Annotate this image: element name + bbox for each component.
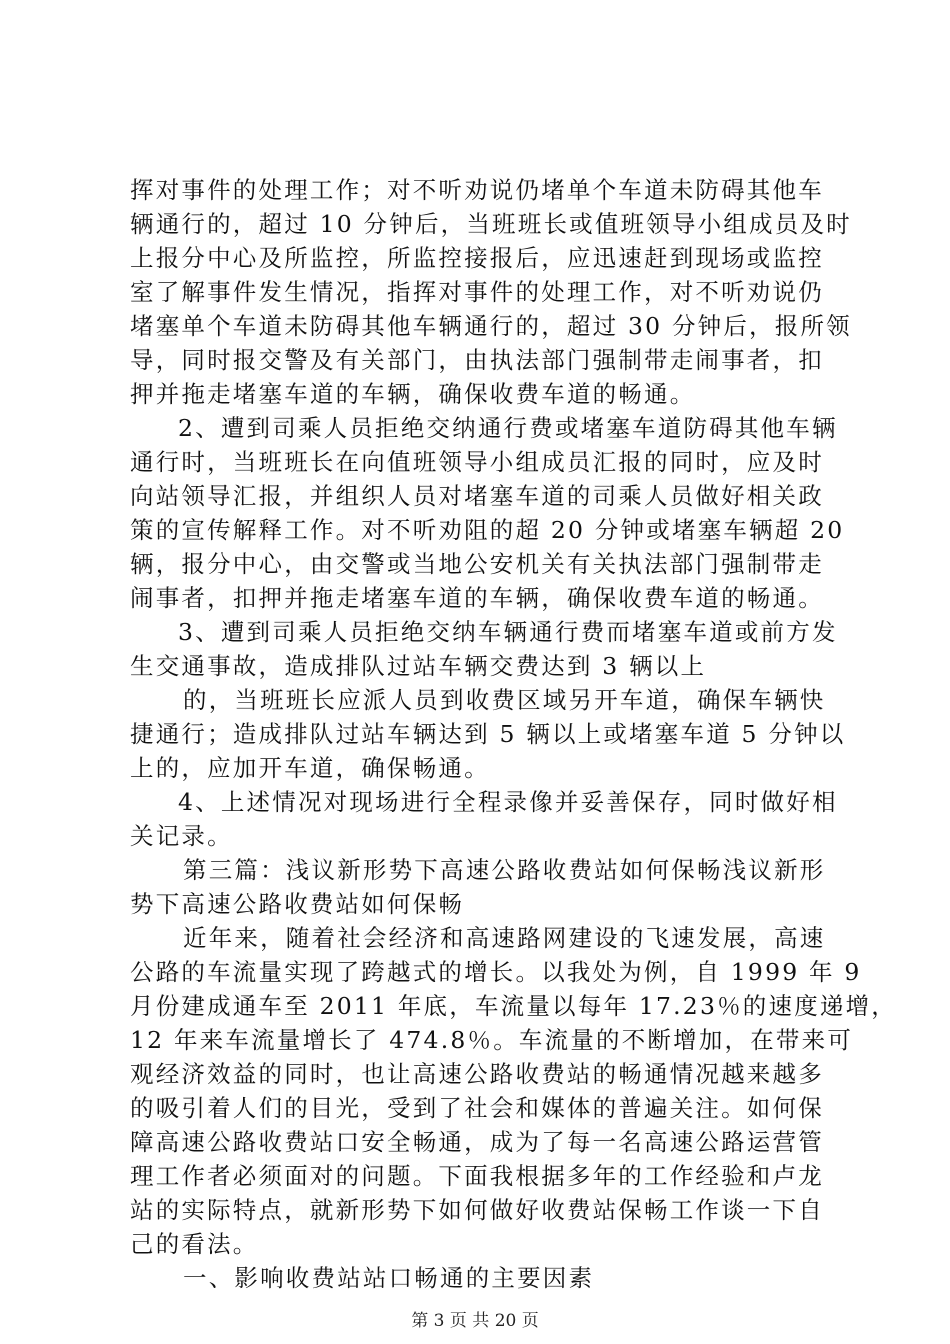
text-line: 2、遭到司乘人员拒绝交纳通行费或堵塞车道防碍其他车辆 <box>178 414 838 442</box>
text-line: 己的看法。 <box>130 1230 259 1258</box>
text-line: 导，同时报交警及有关部门，由执法部门强制带走闹事者，扣 <box>130 346 824 374</box>
text-line: 策的宣传解释工作。对不听劝阻的超 20 分钟或堵塞车辆超 20 <box>130 516 845 544</box>
text-line: 向站领导汇报，并组织人员对堵塞车道的司乘人员做好相关政 <box>130 482 824 510</box>
text-line: 3、遭到司乘人员拒绝交纳车辆通行费而堵塞车道或前方发 <box>178 618 838 646</box>
text-line: 关记录。 <box>130 822 233 850</box>
text-line: 辆，报分中心，由交警或当地公安机关有关执法部门强制带走 <box>130 550 824 578</box>
text-line: 的吸引着人们的目光，受到了社会和媒体的普遍关注。如何保 <box>130 1094 824 1122</box>
text-line: 公路的车流量实现了跨越式的增长。以我处为例，自 1999 年 9 <box>130 958 862 986</box>
text-line: 闹事者，扣押并拖走堵塞车道的车辆，确保收费车道的畅通。 <box>130 584 824 612</box>
text-line: 理工作者必须面对的问题。下面我根据多年的工作经验和卢龙 <box>130 1162 824 1190</box>
text-line: 势下高速公路收费站如何保畅 <box>130 890 465 918</box>
text-line: 上报分中心及所监控，所监控接报后，应迅速赶到现场或监控 <box>130 244 824 272</box>
text-line: 挥对事件的处理工作；对不听劝说仍堵单个车道未防碍其他车 <box>130 176 824 204</box>
page-number-footer: 第 3 页 共 20 页 <box>411 1311 539 1331</box>
text-line: 上的，应加开车道，确保畅通。 <box>130 754 490 782</box>
text-line: 通行时，当班班长在向值班领导小组成员汇报的同时，应及时 <box>130 448 824 476</box>
text-line: 堵塞单个车道未防碍其他车辆通行的，超过 30 分钟后，报所领 <box>130 312 852 340</box>
text-line: 生交通事故，造成排队过站车辆交费达到 3 辆以上 <box>130 652 707 680</box>
text-line: 月份建成通车至 2011 年底，车流量以每年 17.23％的速度递增， <box>130 992 897 1020</box>
text-line: 室了解事件发生情况，指挥对事件的处理工作，对不听劝说仍 <box>130 278 824 306</box>
text-line: 站的实际特点，就新形势下如何做好收费站保畅工作谈一下自 <box>130 1196 824 1224</box>
text-line: 第三篇：浅议新形势下高速公路收费站如何保畅浅议新形 <box>183 856 826 884</box>
section-heading: 一、影响收费站站口畅通的主要因素 <box>183 1264 595 1292</box>
text-line: 4、上述情况对现场进行全程录像并妥善保存，同时做好相 <box>178 788 838 816</box>
text-line: 12 年来车流量增长了 474.8％。车流量的不断增加，在带来可 <box>130 1026 854 1054</box>
text-line: 捷通行；造成排队过站车辆达到 5 辆以上或堵塞车道 5 分钟以 <box>130 720 846 748</box>
text-line: 近年来，随着社会经济和高速路网建设的飞速发展，高速 <box>183 924 826 952</box>
text-line: 障高速公路收费站口安全畅通，成为了每一名高速公路运营管 <box>130 1128 824 1156</box>
text-line: 的，当班班长应派人员到收费区域另开车道，确保车辆快 <box>183 686 826 714</box>
text-line: 辆通行的，超过 10 分钟后，当班班长或值班领导小组成员及时 <box>130 210 852 238</box>
text-line: 押并拖走堵塞车道的车辆，确保收费车道的畅通。 <box>130 380 696 408</box>
text-line: 观经济效益的同时，也让高速公路收费站的畅通情况越来越多 <box>130 1060 824 1088</box>
